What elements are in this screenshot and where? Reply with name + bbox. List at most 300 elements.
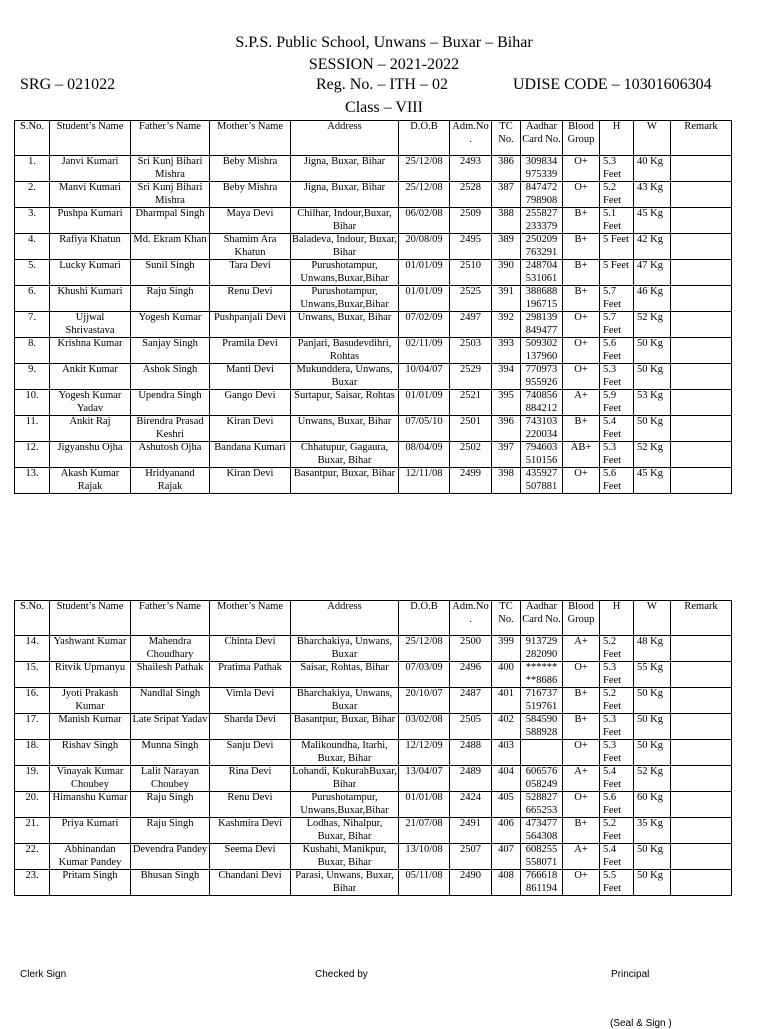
table-cell: Devendra Pandey	[131, 844, 210, 870]
table-cell: 5 Feet	[600, 234, 634, 260]
table-cell: Yogesh Kumar Yadav	[50, 390, 131, 416]
table-cell: Vimla Devi	[210, 688, 291, 714]
table-cell: Rafiya Khatun	[50, 234, 131, 260]
table-cell: 255827 233379	[521, 208, 563, 234]
table-cell: 5.9 Feet	[600, 390, 634, 416]
column-header: Aadhar Card No.	[521, 601, 563, 636]
table-cell: B+	[563, 234, 600, 260]
table-cell: 42 Kg	[634, 234, 671, 260]
table-cell: 08/04/09	[399, 442, 450, 468]
table-row	[15, 182, 732, 208]
table-cell: Purushotampur, Unwans,Buxar,Bihar	[291, 792, 399, 818]
table-cell: Maya Devi	[210, 208, 291, 234]
table-row	[15, 636, 732, 662]
table-cell: Manvi Kumari	[50, 182, 131, 208]
table-cell: 6.	[15, 286, 50, 312]
table-cell: Panjari, Basudevdihri, Rohtas	[291, 338, 399, 364]
table-cell: Dharmpal Singh	[131, 208, 210, 234]
table-cell: Pratima Pathak	[210, 662, 291, 688]
table-cell: 400	[492, 662, 521, 688]
table-cell: 2491	[450, 818, 492, 844]
table-cell: 02/11/09	[399, 338, 450, 364]
table-cell	[671, 636, 732, 662]
table-cell: 435927 507881	[521, 468, 563, 494]
table-cell: 847472 798908	[521, 182, 563, 208]
table-cell: Bhusan Singh	[131, 870, 210, 896]
table-cell: Bharchakiya, Unwans, Buxar	[291, 688, 399, 714]
column-header: Blood Group	[563, 601, 600, 636]
table-row	[15, 818, 732, 844]
table-cell: 21/07/08	[399, 818, 450, 844]
table-cell: Yashwant Kumar	[50, 636, 131, 662]
table-cell	[671, 468, 732, 494]
table-cell: 794603 510156	[521, 442, 563, 468]
table-cell: B+	[563, 714, 600, 740]
table-cell: 473477 564308	[521, 818, 563, 844]
table-cell: 13/10/08	[399, 844, 450, 870]
table-cell: Upendra Singh	[131, 390, 210, 416]
table-cell: Kiran Devi	[210, 468, 291, 494]
table-cell: 248704 531061	[521, 260, 563, 286]
table-cell: 401	[492, 688, 521, 714]
table-cell: Sharda Devi	[210, 714, 291, 740]
table-cell: 12/11/08	[399, 468, 450, 494]
table-cell: 5.6 Feet	[600, 792, 634, 818]
table-cell: A+	[563, 844, 600, 870]
table-cell: 19.	[15, 766, 50, 792]
table-cell: 2497	[450, 312, 492, 338]
table-cell: 07/02/09	[399, 312, 450, 338]
table-cell	[671, 688, 732, 714]
table-cell: 52 Kg	[634, 766, 671, 792]
table-cell: Akash Kumar Rajak	[50, 468, 131, 494]
table-cell: Himanshu Kumar	[50, 792, 131, 818]
table-cell	[671, 208, 732, 234]
table-cell: 406	[492, 818, 521, 844]
table-cell: 20.	[15, 792, 50, 818]
table-cell: 50 Kg	[634, 364, 671, 390]
table-cell: O+	[563, 740, 600, 766]
table-cell: 509302 137960	[521, 338, 563, 364]
table-cell: 5.3 Feet	[600, 442, 634, 468]
table-cell: 390	[492, 260, 521, 286]
table-cell: A+	[563, 636, 600, 662]
table-cell: 01/01/08	[399, 792, 450, 818]
table-cell: 407	[492, 844, 521, 870]
table-row	[15, 260, 732, 286]
table-cell: 393	[492, 338, 521, 364]
table-cell: Munna Singh	[131, 740, 210, 766]
table-cell: 25/12/08	[399, 182, 450, 208]
table-cell: 398	[492, 468, 521, 494]
table-cell: 913729 282090	[521, 636, 563, 662]
table-cell: 2509	[450, 208, 492, 234]
table-cell: 2489	[450, 766, 492, 792]
column-header: S.No.	[15, 601, 50, 636]
table-cell: 391	[492, 286, 521, 312]
table-cell: 584590 588928	[521, 714, 563, 740]
table-cell: Surtapur, Saisar, Rohtas	[291, 390, 399, 416]
table-cell: Mahendra Choudhary	[131, 636, 210, 662]
table-cell: 40 Kg	[634, 156, 671, 182]
table-row	[15, 740, 732, 766]
table-cell: 2525	[450, 286, 492, 312]
table-cell: 07/03/09	[399, 662, 450, 688]
table-cell: Parasi, Unwans, Buxar, Bihar	[291, 870, 399, 896]
udise-code: UDISE CODE – 10301606304	[513, 76, 712, 93]
table-cell: ****** **8686	[521, 662, 563, 688]
table-cell: Kashmira Devi	[210, 818, 291, 844]
table-cell: Renu Devi	[210, 286, 291, 312]
table-cell: Saisar, Rohtas, Bihar	[291, 662, 399, 688]
column-header: Father’s Name	[131, 601, 210, 636]
table-cell: 766618 861194	[521, 870, 563, 896]
table-cell: 2529	[450, 364, 492, 390]
table-cell: O+	[563, 662, 600, 688]
srg-number: SRG – 021022	[20, 76, 116, 93]
seal-sign-label: (Seal & Sign )	[610, 1018, 672, 1029]
table-cell: Sanjay Singh	[131, 338, 210, 364]
table-cell: 07/05/10	[399, 416, 450, 442]
table-cell: 408	[492, 870, 521, 896]
table-cell: Khushi Kumari	[50, 286, 131, 312]
table-cell: 5.6 Feet	[600, 468, 634, 494]
table-cell: B+	[563, 688, 600, 714]
table-cell: 5.7 Feet	[600, 286, 634, 312]
column-header: TC No.	[492, 121, 521, 156]
table-cell: 25/12/08	[399, 636, 450, 662]
column-header: H	[600, 601, 634, 636]
table-cell: 50 Kg	[634, 416, 671, 442]
table-cell: 2503	[450, 338, 492, 364]
table-cell: 01/01/09	[399, 286, 450, 312]
table-cell	[671, 442, 732, 468]
table-row	[15, 234, 732, 260]
table-cell: 12/12/09	[399, 740, 450, 766]
table-cell: 2493	[450, 156, 492, 182]
table-cell: 15.	[15, 662, 50, 688]
table-cell: Tara Devi	[210, 260, 291, 286]
table-cell: Sanju Devi	[210, 740, 291, 766]
table-cell: 2495	[450, 234, 492, 260]
table-cell: 5.3 Feet	[600, 714, 634, 740]
table-cell: 528827 665253	[521, 792, 563, 818]
column-header: Student’s Name	[50, 121, 131, 156]
table-cell: 606576 058249	[521, 766, 563, 792]
table-cell: 2510	[450, 260, 492, 286]
table-cell: 5.7 Feet	[600, 312, 634, 338]
table-cell: 50 Kg	[634, 844, 671, 870]
table-cell: 2528	[450, 182, 492, 208]
table-row	[15, 338, 732, 364]
column-header: D.O.B	[399, 121, 450, 156]
table-cell: Abhinandan Kumar Pandey	[50, 844, 131, 870]
table-cell: Shamim Ara Khatun	[210, 234, 291, 260]
table-cell: 3.	[15, 208, 50, 234]
table-cell: Purushotampur, Unwans,Buxar,Bihar	[291, 286, 399, 312]
table-cell: Rishav Singh	[50, 740, 131, 766]
table-cell	[671, 416, 732, 442]
table-cell: 2501	[450, 416, 492, 442]
table-cell: 405	[492, 792, 521, 818]
table-cell: 03/02/08	[399, 714, 450, 740]
checked-by-label: Checked by	[315, 969, 368, 980]
column-header: TC No.	[492, 601, 521, 636]
student-register-table-1	[14, 120, 732, 494]
table-cell: Basantpur, Buxar, Bihar	[291, 468, 399, 494]
table-row	[15, 364, 732, 390]
table-cell: Lohandi, KukurahBuxar, Bihar	[292, 766, 397, 790]
table-cell: 7.	[15, 312, 50, 338]
table-cell: AB+	[563, 442, 600, 468]
table-cell: 46 Kg	[634, 286, 671, 312]
table-cell: 2496	[450, 662, 492, 688]
table-cell: 388	[492, 208, 521, 234]
table-cell	[671, 740, 732, 766]
table-cell: Jigyanshu Ojha	[50, 442, 131, 468]
table-cell: O+	[563, 870, 600, 896]
table-cell: 5.2 Feet	[600, 182, 634, 208]
table-cell: 770973 955926	[521, 364, 563, 390]
table-cell: 250209 763291	[521, 234, 563, 260]
table-cell: 43 Kg	[634, 182, 671, 208]
table-cell: Seema Devi	[210, 844, 291, 870]
table-cell: 13.	[15, 468, 50, 494]
table-cell: 2505	[450, 714, 492, 740]
table-cell: Sri Kunj Bihari Mishra	[131, 156, 210, 182]
table-cell: Kiran Devi	[210, 416, 291, 442]
table-cell: Pushpa Kumari	[50, 208, 131, 234]
table-cell: 10.	[15, 390, 50, 416]
table-cell: 50 Kg	[634, 870, 671, 896]
table-row	[15, 688, 732, 714]
table-cell: Ankit Kumar	[50, 364, 131, 390]
table-cell: Manish Kumar	[50, 714, 131, 740]
school-title: S.P.S. Public School, Unwans – Buxar – Bihar	[235, 34, 533, 51]
table-cell	[671, 792, 732, 818]
registration-number: Reg. No. – ITH – 02	[316, 76, 448, 93]
table-cell: 2.	[15, 182, 50, 208]
table-cell: 5.5 Feet	[600, 870, 634, 896]
table-cell: O+	[563, 364, 600, 390]
table-cell: 387	[492, 182, 521, 208]
table-cell: 55 Kg	[634, 662, 671, 688]
table-cell: O+	[563, 312, 600, 338]
table-cell	[671, 182, 732, 208]
table-row	[15, 468, 732, 494]
table-cell: 5.3 Feet	[600, 740, 634, 766]
table-cell: 298139 849477	[521, 312, 563, 338]
table-cell: Hridyanand Rajak	[131, 468, 210, 494]
table-cell: Jyoti Prakash Kumar	[50, 688, 131, 714]
table-cell: 25/12/08	[399, 156, 450, 182]
table-cell: Unwans, Buxar, Bihar	[291, 416, 399, 442]
table-cell: Ritvik Upmanyu	[50, 662, 131, 688]
table-cell: O+	[563, 338, 600, 364]
table-cell: Chilhar, Indour,Buxar, Bihar	[291, 208, 399, 234]
table-cell: 18.	[15, 740, 50, 766]
table-cell: Mukunddera, Unwans, Buxar	[291, 364, 399, 390]
column-header: Aadhar Card No.	[521, 121, 563, 156]
table-cell: 5.4 Feet	[600, 416, 634, 442]
table-row	[15, 286, 732, 312]
table-cell: B+	[563, 286, 600, 312]
table-cell: 60 Kg	[634, 792, 671, 818]
table-cell: 2507	[450, 844, 492, 870]
column-header: Father’s Name	[131, 121, 210, 156]
column-header: S.No.	[15, 121, 50, 156]
table-cell: B+	[563, 416, 600, 442]
table-cell: 2500	[450, 636, 492, 662]
table-cell: 06/02/08	[399, 208, 450, 234]
table-cell: Rina Devi	[210, 766, 291, 792]
table-cell: Birendra Prasad Keshri	[131, 416, 210, 442]
table-cell	[671, 844, 732, 870]
column-header: W	[634, 601, 671, 636]
table-cell: 22.	[15, 844, 50, 870]
table-row	[15, 662, 732, 688]
table-cell: Raju Singh	[131, 792, 210, 818]
class-label: Class – VIII	[345, 99, 423, 116]
table-row	[15, 442, 732, 468]
column-header: Adm.No .	[450, 121, 492, 156]
table-cell: Jigna, Buxar, Bihar	[291, 182, 399, 208]
table-cell: 386	[492, 156, 521, 182]
table-row	[15, 844, 732, 870]
column-header: Blood Group	[563, 121, 600, 156]
table-cell: O+	[563, 792, 600, 818]
table-cell: 5.2 Feet	[600, 636, 634, 662]
table-cell: Nandlal Singh	[131, 688, 210, 714]
table-cell: Chinta Devi	[210, 636, 291, 662]
table-cell: 743103 220034	[521, 416, 563, 442]
table-cell: 5.1 Feet	[600, 208, 634, 234]
table-cell: 5.4 Feet	[600, 844, 634, 870]
table-cell: 10/04/07	[399, 364, 450, 390]
table-cell: 20/08/09	[399, 234, 450, 260]
table-cell: 47 Kg	[634, 260, 671, 286]
table-cell: Late Sripat Yadav	[131, 714, 210, 740]
table-cell: 50 Kg	[634, 740, 671, 766]
table-cell: 1.	[15, 156, 50, 182]
table-cell: 53 Kg	[634, 390, 671, 416]
table-cell	[671, 714, 732, 740]
table-cell: Lodhas, Nihalpur, Buxar, Bihar	[291, 818, 399, 844]
table-cell	[671, 766, 732, 792]
table-cell: 2424	[450, 792, 492, 818]
table-row	[15, 714, 732, 740]
column-header: Adm.No .	[450, 601, 492, 636]
column-header: Mother’s Name	[210, 121, 291, 156]
table-cell: Raju Singh	[131, 286, 210, 312]
table-cell: Baladeva, Indour, Buxar, Bihar	[292, 234, 397, 258]
table-cell	[671, 260, 732, 286]
table-cell: Renu Devi	[210, 792, 291, 818]
table-cell: 2502	[450, 442, 492, 468]
table-cell: O+	[563, 182, 600, 208]
table-cell: 396	[492, 416, 521, 442]
table-row	[15, 390, 732, 416]
table-row	[15, 870, 732, 896]
table-cell: Yogesh Kumar	[131, 312, 210, 338]
table-cell: 2487	[450, 688, 492, 714]
table-cell: Sri Kunj Bihari Mishra	[131, 182, 210, 208]
table-cell	[671, 662, 732, 688]
table-row	[15, 416, 732, 442]
table-cell: 740856 884212	[521, 390, 563, 416]
table-cell: Pritam Singh	[50, 870, 131, 896]
table-cell: 17.	[15, 714, 50, 740]
table-cell: B+	[563, 208, 600, 234]
table-cell: 392	[492, 312, 521, 338]
table-cell: 14.	[15, 636, 50, 662]
table-cell: Beby Mishra	[210, 182, 291, 208]
table-cell	[671, 156, 732, 182]
table-cell: 45 Kg	[634, 208, 671, 234]
table-cell: Manti Devi	[210, 364, 291, 390]
table-cell: Basantpur, Buxar, Bihar	[291, 714, 399, 740]
table-cell: 404	[492, 766, 521, 792]
table-cell: 11.	[15, 416, 50, 442]
table-cell: Lalit Narayan Choubey	[131, 766, 210, 792]
table-cell	[671, 338, 732, 364]
table-cell: 309834 975339	[521, 156, 563, 182]
table-cell: Pramila Devi	[210, 338, 291, 364]
table-cell: 5.6 Feet	[600, 338, 634, 364]
table-cell: Sunil Singh	[131, 260, 210, 286]
table-cell: 5.2 Feet	[600, 818, 634, 844]
table-cell: 01/01/09	[399, 260, 450, 286]
column-header: Address	[291, 121, 399, 156]
table-cell: 8.	[15, 338, 50, 364]
table-cell: 394	[492, 364, 521, 390]
table-cell: 402	[492, 714, 521, 740]
table-cell: 52 Kg	[634, 312, 671, 338]
table-cell: Kushahi, Manikpur, Buxar, Bihar	[291, 844, 399, 870]
table-row	[15, 208, 732, 234]
table-cell: 45 Kg	[634, 468, 671, 494]
table-cell: 9.	[15, 364, 50, 390]
table-cell: 48 Kg	[634, 636, 671, 662]
session-label: SESSION – 2021-2022	[308, 56, 460, 73]
table-cell: 2488	[450, 740, 492, 766]
table-cell: 389	[492, 234, 521, 260]
table-cell: 5.	[15, 260, 50, 286]
table-row	[15, 156, 732, 182]
table-cell: 05/11/08	[399, 870, 450, 896]
table-cell: Purushotampur, Unwans,Buxar,Bihar	[291, 260, 399, 286]
table-cell: Unwans, Buxar, Bihar	[291, 312, 399, 338]
table-cell: 5.2 Feet	[600, 688, 634, 714]
table-cell: Vinayak Kumar Choubey	[50, 766, 131, 792]
table-cell	[671, 286, 732, 312]
table-cell: 5.3 Feet	[600, 662, 634, 688]
table-cell: 395	[492, 390, 521, 416]
column-header: D.O.B	[399, 601, 450, 636]
table-cell: Md. Ekram Khan	[131, 234, 210, 260]
table-row	[15, 766, 732, 792]
table-cell: Beby Mishra	[210, 156, 291, 182]
table-cell: Chhatupur, Gagaura, Buxar, Bihar	[291, 442, 399, 468]
table-cell: Ashutosh Ojha	[131, 442, 210, 468]
table-cell: 01/01/09	[399, 390, 450, 416]
table-row	[15, 312, 732, 338]
table-cell: Priya Kumari	[50, 818, 131, 844]
table-cell: Malikoundha, Itarhi, Buxar, Bihar	[291, 740, 399, 766]
table-cell: Ankit Raj	[50, 416, 131, 442]
table-cell: 23.	[15, 870, 50, 896]
table-cell: 50 Kg	[634, 714, 671, 740]
